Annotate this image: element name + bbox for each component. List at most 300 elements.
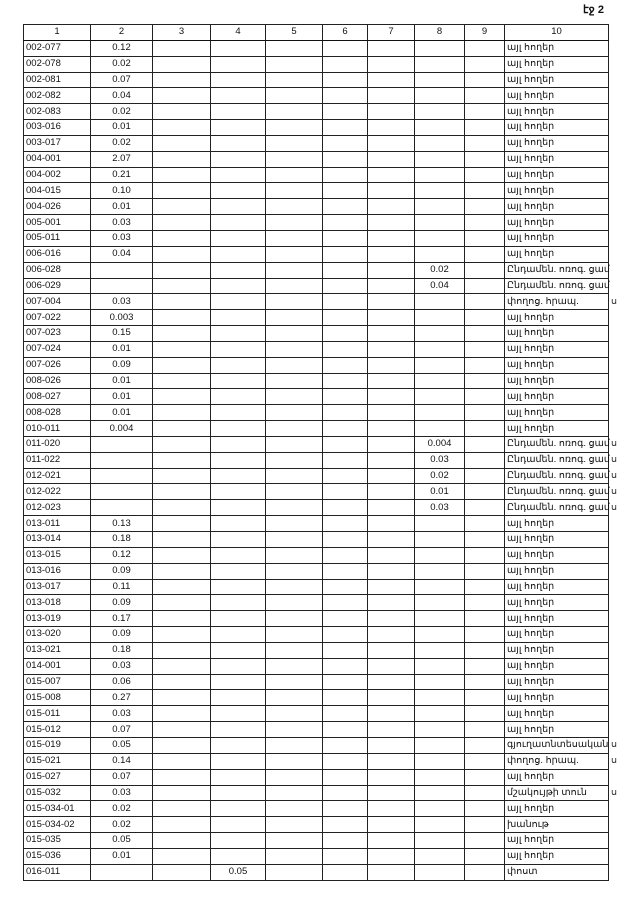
empty-col7-cell <box>368 88 415 104</box>
area-col4-cell <box>211 88 266 104</box>
area-col4-cell <box>211 341 266 357</box>
area-col8-cell <box>415 516 465 532</box>
area-col2-cell: 0.05 <box>91 833 153 849</box>
empty-col3-cell <box>153 405 211 421</box>
land-type-cell: այլ հողեր <box>505 595 609 611</box>
empty-col5-cell <box>266 357 323 373</box>
empty-col3-cell <box>153 104 211 120</box>
empty-col5-cell <box>266 246 323 262</box>
empty-col5-cell <box>266 389 323 405</box>
area-col2-cell <box>91 436 153 452</box>
land-type-cell: գյուղատնտեսական <box>505 737 609 753</box>
empty-col7-cell <box>368 310 415 326</box>
land-type-cell: այլ հողեր <box>505 215 609 231</box>
area-col4-cell <box>211 658 266 674</box>
parcel-code-cell: 002-082 <box>24 88 91 104</box>
parcel-code-cell: 002-083 <box>24 104 91 120</box>
empty-col5-cell <box>266 120 323 136</box>
empty-col9-cell <box>465 72 505 88</box>
empty-col5-cell <box>266 135 323 151</box>
empty-col5-cell <box>266 199 323 215</box>
area-col4-cell <box>211 801 266 817</box>
area-col8-cell <box>415 690 465 706</box>
area-col8-cell <box>415 674 465 690</box>
empty-col7-cell <box>368 737 415 753</box>
parcel-code-cell: 015-019 <box>24 737 91 753</box>
land-type-cell: այլ հողեր <box>505 801 609 817</box>
area-col2-cell: 0.14 <box>91 753 153 769</box>
empty-col7-cell <box>368 421 415 437</box>
area-col2-cell: 0.12 <box>91 547 153 563</box>
empty-col5-cell <box>266 833 323 849</box>
table-row <box>24 801 609 817</box>
empty-col7-cell <box>368 357 415 373</box>
area-col8-cell <box>415 56 465 72</box>
table-row <box>24 262 609 278</box>
parcel-code-cell: 012-022 <box>24 484 91 500</box>
table-row <box>24 246 609 262</box>
empty-col7-cell <box>368 563 415 579</box>
empty-col9-cell <box>465 484 505 500</box>
table-row: 011-020 0.004 Ընդամեն. ոռոգ. ցամ ս <box>24 436 609 452</box>
area-col2-cell: 0.07 <box>91 72 153 88</box>
parcel-code-cell: 002-078 <box>24 56 91 72</box>
area-col8-cell <box>415 848 465 864</box>
empty-col3-cell <box>153 484 211 500</box>
area-col4-cell: 0.05 <box>211 864 266 880</box>
parcel-code-cell: 015-007 <box>24 674 91 690</box>
table-row: 015-032 0.03 մշակույթի տուն ս <box>24 785 609 801</box>
empty-col7-cell <box>368 135 415 151</box>
area-col2-cell <box>91 262 153 278</box>
land-type-cell: այլ հողեր <box>505 642 609 658</box>
land-type-cell: այլ հողեր <box>505 373 609 389</box>
area-col4-cell <box>211 468 266 484</box>
parcel-code-cell: 003-017 <box>24 135 91 151</box>
area-col8-cell <box>415 753 465 769</box>
parcel-code-cell: 006-029 <box>24 278 91 294</box>
parcel-code-cell: 014-001 <box>24 658 91 674</box>
column-header: 4 <box>211 25 266 41</box>
empty-col7-cell <box>368 183 415 199</box>
empty-col3-cell <box>153 310 211 326</box>
empty-col7-cell <box>368 262 415 278</box>
empty-col5-cell <box>266 801 323 817</box>
land-type-cell: Ընդամեն. ոռոգ. ցամ <box>505 468 609 484</box>
empty-col6-cell <box>323 373 368 389</box>
area-col4-cell <box>211 56 266 72</box>
parcel-code-cell: 015-036 <box>24 848 91 864</box>
area-col4-cell <box>211 642 266 658</box>
empty-col9-cell <box>465 310 505 326</box>
empty-col5-cell <box>266 516 323 532</box>
empty-col7-cell <box>368 199 415 215</box>
table-row <box>24 215 609 231</box>
empty-col3-cell <box>153 848 211 864</box>
parcel-code-cell: 011-020 <box>24 436 91 452</box>
empty-col7-cell <box>368 215 415 231</box>
area-col8-cell <box>415 120 465 136</box>
empty-col5-cell <box>266 658 323 674</box>
empty-col7-cell <box>368 278 415 294</box>
area-col4-cell <box>211 135 266 151</box>
area-col2-cell: 0.18 <box>91 532 153 548</box>
empty-col5-cell <box>266 436 323 452</box>
empty-col9-cell <box>465 389 505 405</box>
area-col8-cell <box>415 579 465 595</box>
area-col4-cell <box>211 500 266 516</box>
table-row <box>24 722 609 738</box>
column-header: 1 <box>24 25 91 41</box>
area-col4-cell <box>211 722 266 738</box>
area-col8-cell <box>415 817 465 833</box>
empty-col5-cell <box>266 262 323 278</box>
area-col8-cell <box>415 547 465 563</box>
parcel-code-cell: 007-024 <box>24 341 91 357</box>
empty-col9-cell <box>465 674 505 690</box>
empty-col6-cell <box>323 246 368 262</box>
land-type-cell: Ընդամեն. ոռոգ. ցամ <box>505 262 609 278</box>
empty-col6-cell <box>323 848 368 864</box>
empty-col5-cell <box>266 167 323 183</box>
empty-col7-cell <box>368 769 415 785</box>
area-col8-cell <box>415 88 465 104</box>
empty-col6-cell <box>323 72 368 88</box>
empty-col6-cell <box>323 104 368 120</box>
empty-col9-cell <box>465 199 505 215</box>
empty-col3-cell <box>153 516 211 532</box>
empty-col5-cell <box>266 484 323 500</box>
empty-col3-cell <box>153 183 211 199</box>
table-row: 011-022 0.03 Ընդամեն. ոռոգ. ցամ ս <box>24 452 609 468</box>
area-col2-cell: 0.03 <box>91 215 153 231</box>
table-row <box>24 547 609 563</box>
empty-col6-cell <box>323 547 368 563</box>
table-row <box>24 627 609 643</box>
table-row <box>24 104 609 120</box>
land-type-cell: այլ հողեր <box>505 421 609 437</box>
land-type-cell: այլ հողեր <box>505 151 609 167</box>
parcel-code-cell: 003-016 <box>24 120 91 136</box>
empty-col7-cell <box>368 627 415 643</box>
empty-col9-cell <box>465 658 505 674</box>
area-col8-cell <box>415 864 465 880</box>
area-col2-cell: 0.01 <box>91 405 153 421</box>
empty-col6-cell <box>323 500 368 516</box>
empty-col9-cell <box>465 785 505 801</box>
empty-col3-cell <box>153 642 211 658</box>
area-col4-cell <box>211 373 266 389</box>
area-col4-cell <box>211 215 266 231</box>
empty-col7-cell <box>368 246 415 262</box>
empty-col3-cell <box>153 801 211 817</box>
parcel-code-cell: 016-011 <box>24 864 91 880</box>
empty-col5-cell <box>266 405 323 421</box>
land-type-cell: Ընդամեն. ոռոգ. ցամ <box>505 278 609 294</box>
empty-col6-cell <box>323 722 368 738</box>
area-col8-cell <box>415 595 465 611</box>
empty-col6-cell <box>323 785 368 801</box>
table-row <box>24 532 609 548</box>
land-type-cell: Ընդամեն. ոռոգ. ցամ <box>505 436 609 452</box>
land-type-cell: փողոց. հրապ. <box>505 753 609 769</box>
empty-col9-cell <box>465 579 505 595</box>
land-type-cell: Ընդամեն. ոռոգ. ցամ <box>505 500 609 516</box>
empty-col7-cell <box>368 848 415 864</box>
parcel-code-cell: 006-016 <box>24 246 91 262</box>
area-col8-cell <box>415 246 465 262</box>
table-row: 007-004 0.03 փողոց. հրապ. ս <box>24 294 609 310</box>
land-type-cell: այլ հողեր <box>505 183 609 199</box>
empty-col9-cell <box>465 167 505 183</box>
area-col2-cell: 0.15 <box>91 326 153 342</box>
empty-col7-cell <box>368 579 415 595</box>
table-row <box>24 595 609 611</box>
land-type-cell: այլ հողեր <box>505 389 609 405</box>
empty-col6-cell <box>323 88 368 104</box>
empty-col3-cell <box>153 500 211 516</box>
empty-col7-cell <box>368 104 415 120</box>
area-col4-cell <box>211 199 266 215</box>
area-col2-cell: 0.01 <box>91 848 153 864</box>
table-row <box>24 769 609 785</box>
table-row <box>24 864 609 880</box>
empty-col5-cell <box>266 563 323 579</box>
area-col2-cell: 0.04 <box>91 246 153 262</box>
empty-col7-cell <box>368 326 415 342</box>
empty-col6-cell <box>323 833 368 849</box>
area-col2-cell: 0.07 <box>91 769 153 785</box>
empty-col6-cell <box>323 864 368 880</box>
empty-col3-cell <box>153 833 211 849</box>
area-col4-cell <box>211 310 266 326</box>
area-col8-cell: 0.02 <box>415 468 465 484</box>
empty-col3-cell <box>153 722 211 738</box>
empty-col9-cell <box>465 135 505 151</box>
area-col8-cell <box>415 151 465 167</box>
empty-col6-cell <box>323 516 368 532</box>
parcel-code-cell: 013-015 <box>24 547 91 563</box>
empty-col6-cell <box>323 658 368 674</box>
parcel-code-cell: 002-081 <box>24 72 91 88</box>
area-col2-cell: 0.01 <box>91 199 153 215</box>
empty-col7-cell <box>368 801 415 817</box>
area-col8-cell <box>415 199 465 215</box>
land-type-cell: այլ հողեր <box>505 579 609 595</box>
empty-col3-cell <box>153 326 211 342</box>
area-col8-cell: 0.02 <box>415 262 465 278</box>
empty-col7-cell <box>368 120 415 136</box>
empty-col6-cell <box>323 135 368 151</box>
empty-col7-cell <box>368 373 415 389</box>
empty-col7-cell <box>368 230 415 246</box>
area-col2-cell: 0.04 <box>91 88 153 104</box>
area-col8-cell: 0.03 <box>415 452 465 468</box>
area-col4-cell <box>211 817 266 833</box>
empty-col6-cell <box>323 310 368 326</box>
land-type-cell: այլ հողեր <box>505 40 609 56</box>
area-col4-cell <box>211 262 266 278</box>
empty-col7-cell <box>368 674 415 690</box>
table-row <box>24 706 609 722</box>
column-header: 8 <box>415 25 465 41</box>
empty-col3-cell <box>153 421 211 437</box>
land-register-table <box>23 24 618 881</box>
table-row <box>24 135 609 151</box>
area-col4-cell <box>211 436 266 452</box>
empty-col6-cell <box>323 690 368 706</box>
parcel-code-cell: 004-001 <box>24 151 91 167</box>
parcel-code-cell: 008-027 <box>24 389 91 405</box>
empty-col6-cell <box>323 769 368 785</box>
empty-col3-cell <box>153 753 211 769</box>
empty-col9-cell <box>465 357 505 373</box>
empty-col6-cell <box>323 468 368 484</box>
empty-col6-cell <box>323 484 368 500</box>
empty-col7-cell <box>368 72 415 88</box>
empty-col7-cell <box>368 690 415 706</box>
empty-col6-cell <box>323 341 368 357</box>
empty-col3-cell <box>153 167 211 183</box>
area-col8-cell <box>415 373 465 389</box>
area-col4-cell <box>211 833 266 849</box>
empty-col3-cell <box>153 737 211 753</box>
empty-col6-cell <box>323 357 368 373</box>
empty-col5-cell <box>266 769 323 785</box>
column-header: 3 <box>153 25 211 41</box>
empty-col5-cell <box>266 547 323 563</box>
area-col4-cell <box>211 183 266 199</box>
area-col2-cell: 0.09 <box>91 627 153 643</box>
empty-col3-cell <box>153 611 211 627</box>
empty-col7-cell <box>368 595 415 611</box>
table-row <box>24 579 609 595</box>
land-type-cell: այլ հողեր <box>505 627 609 643</box>
empty-col7-cell <box>368 389 415 405</box>
area-col2-cell: 0.03 <box>91 785 153 801</box>
area-col2-cell: 0.09 <box>91 563 153 579</box>
area-col8-cell <box>415 642 465 658</box>
table-row <box>24 88 609 104</box>
empty-col6-cell <box>323 563 368 579</box>
empty-col7-cell <box>368 833 415 849</box>
empty-col6-cell <box>323 151 368 167</box>
empty-col6-cell <box>323 579 368 595</box>
empty-col7-cell <box>368 753 415 769</box>
parcel-code-cell: 015-032 <box>24 785 91 801</box>
area-col2-cell: 0.03 <box>91 658 153 674</box>
area-col4-cell <box>211 120 266 136</box>
empty-col3-cell <box>153 341 211 357</box>
area-col8-cell <box>415 326 465 342</box>
empty-col6-cell <box>323 230 368 246</box>
empty-col9-cell <box>465 801 505 817</box>
table-row: 012-023 0.03 Ընդամեն. ոռոգ. ցամ ս <box>24 500 609 516</box>
empty-col3-cell <box>153 817 211 833</box>
area-col2-cell: 0.03 <box>91 230 153 246</box>
area-col8-cell <box>415 230 465 246</box>
area-col4-cell <box>211 278 266 294</box>
land-type-cell: այլ հողեր <box>505 516 609 532</box>
empty-col3-cell <box>153 468 211 484</box>
empty-col5-cell <box>266 611 323 627</box>
table-row <box>24 199 609 215</box>
area-col4-cell <box>211 785 266 801</box>
table-row <box>24 690 609 706</box>
land-type-cell: այլ հողեր <box>505 547 609 563</box>
parcel-code-cell: 013-020 <box>24 627 91 643</box>
empty-col5-cell <box>266 88 323 104</box>
area-col2-cell: 2.07 <box>91 151 153 167</box>
empty-col3-cell <box>153 579 211 595</box>
area-col8-cell <box>415 611 465 627</box>
parcel-code-cell: 002-077 <box>24 40 91 56</box>
empty-col5-cell <box>266 532 323 548</box>
table-row <box>24 310 609 326</box>
land-type-cell: փողոց. հրապ. <box>505 294 609 310</box>
parcel-code-cell: 015-034-01 <box>24 801 91 817</box>
table-row <box>24 326 609 342</box>
area-col8-cell <box>415 405 465 421</box>
land-type-cell: այլ հողեր <box>505 230 609 246</box>
column-header: 9 <box>465 25 505 41</box>
empty-col6-cell <box>323 595 368 611</box>
empty-col6-cell <box>323 215 368 231</box>
area-col8-cell <box>415 294 465 310</box>
land-type-cell: այլ հողեր <box>505 722 609 738</box>
table-row <box>24 40 609 56</box>
parcel-code-cell: 007-004 <box>24 294 91 310</box>
land-type-cell: այլ հողեր <box>505 310 609 326</box>
table-row <box>24 56 609 72</box>
land-type-cell: այլ հողեր <box>505 326 609 342</box>
column-header: 10 <box>505 25 609 41</box>
column-header: 6 <box>323 25 368 41</box>
empty-col3-cell <box>153 769 211 785</box>
parcel-code-cell: 005-001 <box>24 215 91 231</box>
parcel-code-cell: 007-023 <box>24 326 91 342</box>
area-col8-cell <box>415 737 465 753</box>
empty-col9-cell <box>465 516 505 532</box>
area-col2-cell: 0.03 <box>91 294 153 310</box>
empty-col3-cell <box>153 294 211 310</box>
area-col2-cell: 0.12 <box>91 40 153 56</box>
empty-col7-cell <box>368 706 415 722</box>
area-col4-cell <box>211 674 266 690</box>
empty-col3-cell <box>153 595 211 611</box>
parcel-code-cell: 015-021 <box>24 753 91 769</box>
area-col4-cell <box>211 579 266 595</box>
empty-col9-cell <box>465 230 505 246</box>
parcel-code-cell: 004-026 <box>24 199 91 215</box>
parcel-code-cell: 007-022 <box>24 310 91 326</box>
area-col4-cell <box>211 389 266 405</box>
empty-col6-cell <box>323 40 368 56</box>
empty-col6-cell <box>323 278 368 294</box>
area-col8-cell <box>415 627 465 643</box>
empty-col6-cell <box>323 405 368 421</box>
area-col2-cell: 0.21 <box>91 167 153 183</box>
area-col2-cell: 0.13 <box>91 516 153 532</box>
empty-col5-cell <box>266 848 323 864</box>
area-col2-cell: 0.17 <box>91 611 153 627</box>
empty-col5-cell <box>266 627 323 643</box>
area-col4-cell <box>211 532 266 548</box>
empty-col9-cell <box>465 56 505 72</box>
empty-col9-cell <box>465 642 505 658</box>
land-type-cell: այլ հողեր <box>505 56 609 72</box>
empty-col6-cell <box>323 120 368 136</box>
